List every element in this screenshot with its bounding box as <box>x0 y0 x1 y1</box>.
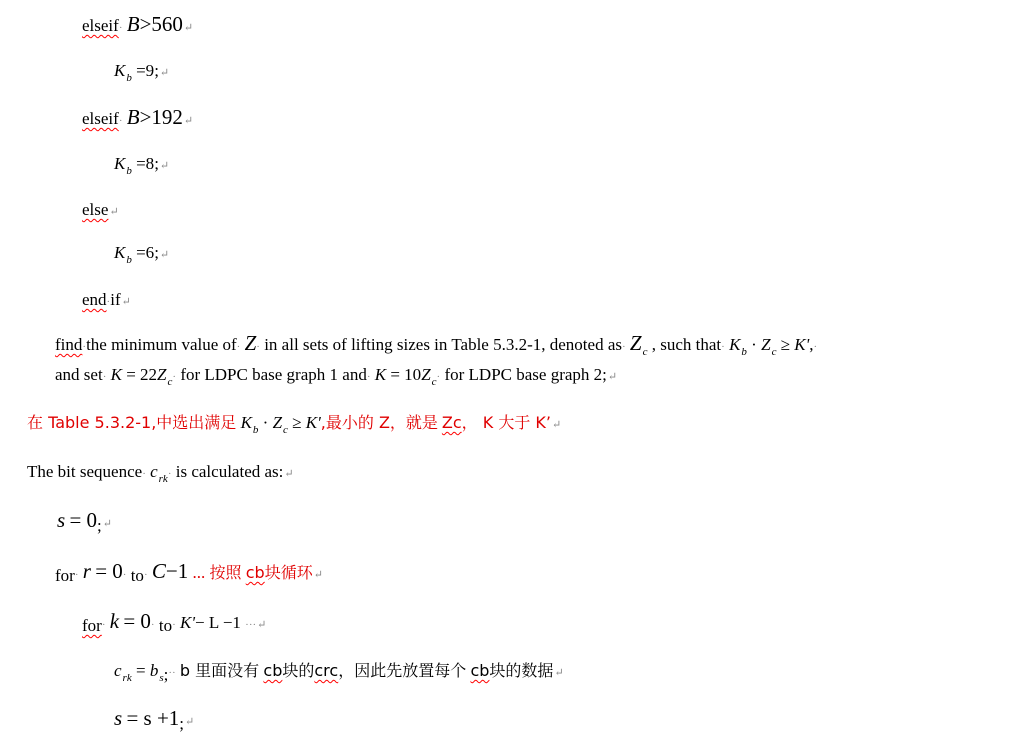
keyword-elseif: elseif <box>82 16 119 35</box>
math-sub-c: c <box>283 424 288 436</box>
line-kb-9: $K_b$ =9;↵ <box>114 61 170 84</box>
math-var-k: k <box>109 609 120 633</box>
math-assign: = 22 <box>126 365 158 384</box>
text-segment: for LDPC base graph 2; <box>444 365 607 384</box>
line-elseif-560: elseif· B>560↵ <box>82 12 194 36</box>
word-find: find <box>55 335 83 354</box>
line-else: else↵ <box>82 200 119 219</box>
note-text: 块循环 <box>264 563 313 582</box>
math-var-kprime: K' <box>180 613 195 632</box>
math-sub-rk: rk <box>122 672 132 684</box>
math-var-zc: Z <box>272 413 283 432</box>
note-text: 块的数据 <box>489 661 554 680</box>
line-bit-sequence: The bit sequence· $c_{rk}\cdot$ is calculated as:↵ <box>27 462 294 485</box>
semicolon: ; <box>179 714 185 733</box>
note-text: 块的 <box>282 661 315 680</box>
dots: ··· <box>245 619 257 631</box>
keyword-else: else <box>82 200 109 219</box>
line-for-k: for· k = 0· to· K'− L −1 ···↵ <box>82 609 267 635</box>
keyword-end: end <box>82 290 107 309</box>
math-var-c: C <box>151 559 166 583</box>
line-and-set: and $set\cdot K = 22Z_c\cdot$ for LDPC base graph 1 $and\cdot K = 10Z_c\cdot$ for LDPC base graph 2;↵ <box>55 365 618 388</box>
math-sub-b: b <box>252 424 259 436</box>
math-var-kprime: K' <box>305 413 321 432</box>
line-for-r: for· r = 0· to· C−1 ... 按照 cb块循环↵ <box>55 559 323 585</box>
line-crk-assign: $c_{rk}$ = $b_s;\cdot\cdot b$ 里面没有 cb块的crc，因此先放置每个 cb块的数据↵ <box>114 661 564 684</box>
math-minus-one: −1 <box>165 559 189 583</box>
line-s-increment: s = s +1;↵ <box>114 706 195 733</box>
math-sub-c: c <box>167 376 173 388</box>
math-cdot: · <box>751 335 757 354</box>
text-segment: for LDPC base graph 1 and <box>180 365 367 384</box>
math-var-z: Z <box>157 365 167 384</box>
text-segment: , such that <box>651 335 722 354</box>
note-text: ， K 大于 K’ <box>461 413 552 432</box>
note-word-crc: crc <box>314 661 339 680</box>
math-sub-rk: rk <box>158 473 168 485</box>
math-assign: = 0 <box>123 609 151 633</box>
math-ge: ≥ <box>292 413 302 432</box>
dots: ... <box>192 563 206 582</box>
math-ge: ≥ <box>780 335 791 354</box>
note-word-zc: Zc <box>441 413 462 432</box>
math-var-b: B <box>126 12 140 36</box>
semicolon: ; <box>154 61 159 80</box>
math-assign: =9 <box>136 61 155 80</box>
math-assign: =8 <box>136 154 155 173</box>
math-sub-c: c <box>771 346 777 358</box>
note-word-cb: cb <box>263 661 283 680</box>
math-assign: = 10 <box>390 365 422 384</box>
line-end-if: end·if↵ <box>82 290 131 309</box>
note-text: ,最小的 Z，就是 <box>320 413 438 432</box>
semicolon: ; <box>97 516 102 535</box>
math-assign: = 0 <box>69 508 98 532</box>
math-var-s: s <box>114 706 123 730</box>
semicolon: ; <box>163 665 169 684</box>
math-var-z: Z <box>421 365 431 384</box>
keyword-to: to <box>130 566 144 585</box>
math-var-b: B <box>126 105 140 129</box>
math-assign: =6 <box>136 243 155 262</box>
note-text: 按照 <box>209 563 242 582</box>
semicolon: ; <box>154 243 159 262</box>
text-segment: in all sets of lifting sizes in Table 5.3.2-1, denoted as <box>264 335 622 354</box>
math-var-kb: K <box>729 335 741 354</box>
math-sub-b: b <box>126 254 132 266</box>
keyword-for: for <box>82 616 102 635</box>
line-kb-6: $K_b$ =6;↵ <box>114 243 170 266</box>
note-text: 在 Table 5.3.2-1,中选出满足 <box>27 413 237 432</box>
semicolon: ; <box>154 154 159 173</box>
keyword-for: for <box>55 566 75 585</box>
math-cdot: · <box>262 413 269 432</box>
math-op: > <box>139 105 152 129</box>
text-segment: the minimum value of <box>86 335 237 354</box>
math-var-k: K <box>114 243 126 262</box>
line-kb-8: $K_b$ =8;↵ <box>114 154 170 177</box>
note-word-cb: cb <box>470 661 490 680</box>
math-var-c: c <box>150 462 158 481</box>
math-var-k: K <box>374 365 387 384</box>
text-segment: is calculated as: <box>175 462 284 481</box>
math-sub-s: s <box>159 672 164 684</box>
math-var-k: K <box>110 365 122 384</box>
math-var-c: c <box>114 661 122 680</box>
math-var-k: K <box>114 61 126 80</box>
line-elseif-192: elseif· B>192↵ <box>82 105 194 129</box>
math-var-z: Z <box>244 331 257 355</box>
math-var-r: r <box>82 559 91 583</box>
math-var-kb: K <box>240 413 252 432</box>
math-eq: = <box>135 661 146 680</box>
math-var-zc: Z <box>761 335 771 354</box>
math-sub-b: b <box>126 72 132 84</box>
math-var-zc: Z <box>629 331 642 355</box>
math-op: > <box>139 12 152 36</box>
note-text: ，因此先放置每个 <box>338 661 467 680</box>
math-expr: − L −1 <box>194 613 241 632</box>
note-word-cb: cb <box>245 563 265 582</box>
math-sub-c: c <box>431 376 437 388</box>
math-number: 192 <box>151 105 183 129</box>
math-sub-b: b <box>126 165 132 177</box>
keyword-if: if <box>110 290 121 309</box>
line-chinese-note-zc: 在 Table 5.3.2-1,中选出满足 $K_b \cdot Z_c \ge K'$,最小的 Z，就是 Zc， K 大于 K’↵ <box>27 413 562 436</box>
math-assign: = s +1 <box>126 706 180 730</box>
math-sub-b: b <box>741 346 747 358</box>
math-var-kprime: K' <box>794 335 810 354</box>
math-var-s: s <box>57 508 66 532</box>
note-text: b 里面没有 <box>179 661 260 680</box>
math-number: 560 <box>151 12 183 36</box>
keyword-to: to <box>158 616 173 635</box>
line-s-init: s = 0;↵ <box>57 508 112 535</box>
text-segment: The bit sequence <box>27 462 143 481</box>
math-var-k: K <box>114 154 126 173</box>
math-var-b: b <box>149 661 159 680</box>
comma: , <box>809 335 814 354</box>
text-segment: and set <box>55 365 103 384</box>
math-sub-c: c <box>642 346 648 358</box>
keyword-elseif: elseif <box>82 109 119 128</box>
line-find-minimum: find·the minimum value of· Z· in all sets of lifting sizes in Table 5.3.2-1, denoted $as\cdot Z_c$ , such that· $K_b \cdot Z_c \ge K',\cdot$ <box>55 331 818 358</box>
math-assign: = 0 <box>95 559 123 583</box>
